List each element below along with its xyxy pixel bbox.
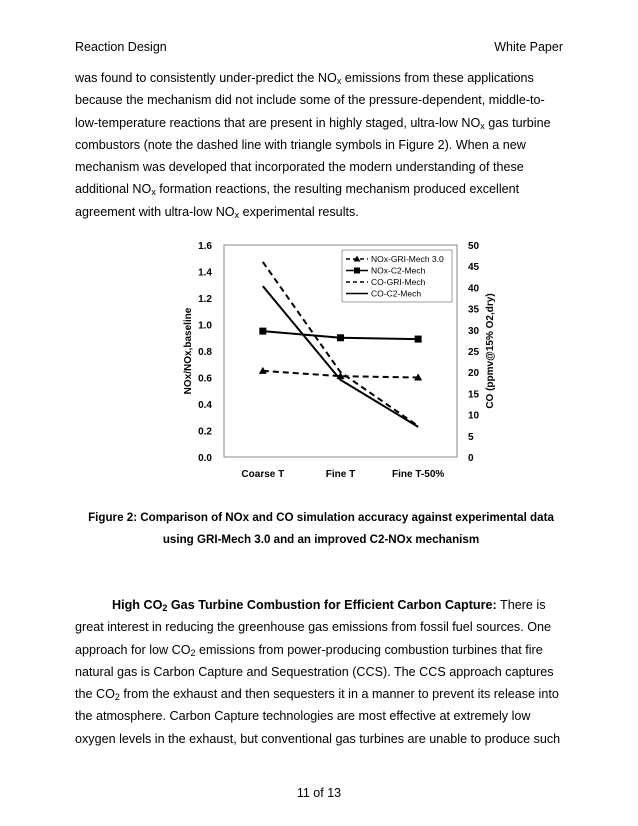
figure-caption: [75, 507, 567, 551]
series-line: [263, 286, 418, 427]
section-heading: High $CO_2$ Gas Turbine Combustion for Efficient Carbon Capture:: [112, 598, 497, 613]
y-tick-label: 1.2: [198, 294, 212, 305]
text-line: great interest in reducing the greenhouse gas emissions from fossil fuel sources. One: [75, 620, 552, 635]
y2-tick-label: 25: [468, 347, 480, 358]
text-line: High $CO_2$ Gas Turbine Combustion for Efficient Carbon Capture: There is: [112, 598, 546, 613]
y2-tick-label: 10: [468, 410, 480, 422]
y2-tick-label: 15: [468, 389, 480, 401]
y-tick-label: 0.0: [198, 453, 212, 464]
y-tick-label: 1.4: [198, 267, 212, 279]
caption-line: using GRI-Mech 3.0 and an improved C2-NOx mechanism: [162, 533, 480, 546]
text-line: oxygen levels in the exhaust, but conventional gas turbines are unable to produce such: [75, 731, 561, 746]
nox-co-chart: [0, 230, 638, 490]
header-right: White Paper: [494, 40, 563, 54]
y2-tick-label: 30: [468, 325, 480, 337]
square-marker: [415, 336, 422, 343]
header-left: Reaction Design: [75, 40, 167, 54]
caption-line: Figure 2: Comparison of NOx and CO simulation accuracy against experimental data: [88, 511, 554, 524]
text-line: was found to consistently under-predict the $NO_x$ emissions from these applications: [75, 71, 534, 86]
y2-tick-label: 20: [468, 368, 480, 380]
x-tick-label: Fine T-50%: [392, 469, 445, 480]
y2-tick-label: 5: [468, 431, 474, 443]
x-tick-label: Fine T: [325, 469, 356, 480]
legend-label: CO-GRI-Mech: [371, 277, 426, 287]
text-line: combustors (note the dashed line with triangle symbols in Figure 2). When a new: [75, 137, 526, 152]
legend-label: CO-C2-Mech: [371, 288, 422, 299]
legend-square-marker: [354, 268, 360, 274]
legend-label: NOx-GRI-Mech 3.0: [371, 254, 444, 264]
text-line: natural gas is Carbon Capture and Sequestration (CCS). The CCS approach captures: [75, 664, 554, 679]
y2-tick-label: 45: [468, 262, 480, 274]
y-tick-label: 0.8: [198, 347, 212, 358]
text-line: approach for low $CO_2$ emissions from power-producing combustion turbines that fire: [75, 642, 543, 658]
y2-tick-label: 50: [468, 241, 480, 252]
y2-tick-label: 0: [468, 453, 474, 464]
text-line: the $CO_2$ from the exhaust and then sequesters it in a manner to prevent its release into: [75, 687, 559, 703]
text-line: the atmosphere. Carbon Capture technologies are most effective at extremely low: [75, 709, 531, 724]
y2-tick-label: 35: [468, 304, 480, 316]
text-line: because the mechanism did not include some of the pressure-dependent, middle-to-: [75, 93, 545, 108]
x-tick-label: Coarse T: [241, 469, 285, 480]
y-tick-label: 1.0: [198, 320, 212, 332]
intro-paragraph: [75, 67, 567, 223]
text-line: mechanism was developed that incorporated the modern understanding of these: [75, 160, 524, 175]
y-tick-label: 0.2: [198, 426, 212, 438]
text-line: low-temperature reactions that are present in highly staged, ultra-low $NO_x$ gas turbine: [75, 115, 551, 131]
y2-tick-label: 40: [468, 283, 480, 295]
y2-axis-label: CO (ppmv@15% O2,dry): [485, 293, 496, 409]
y-tick-label: 0.6: [198, 373, 212, 385]
text-line: additional $NO_x$ formation reactions, the resulting mechanism produced excellent: [75, 182, 520, 198]
text-line: agreement with ultra-low $NO_x$ experimental results.: [75, 204, 359, 220]
legend-label: NOx-C2-Mech: [371, 265, 426, 276]
square-marker: [337, 334, 344, 341]
square-marker: [259, 328, 266, 335]
y-tick-label: 0.4: [198, 400, 212, 411]
y-tick-label: 1.6: [198, 241, 212, 252]
y-axis-label: NOx/NOx,baseline: [183, 307, 194, 395]
carbon-capture-paragraph: [75, 594, 567, 750]
page-number: 11 of 13: [296, 786, 342, 800]
